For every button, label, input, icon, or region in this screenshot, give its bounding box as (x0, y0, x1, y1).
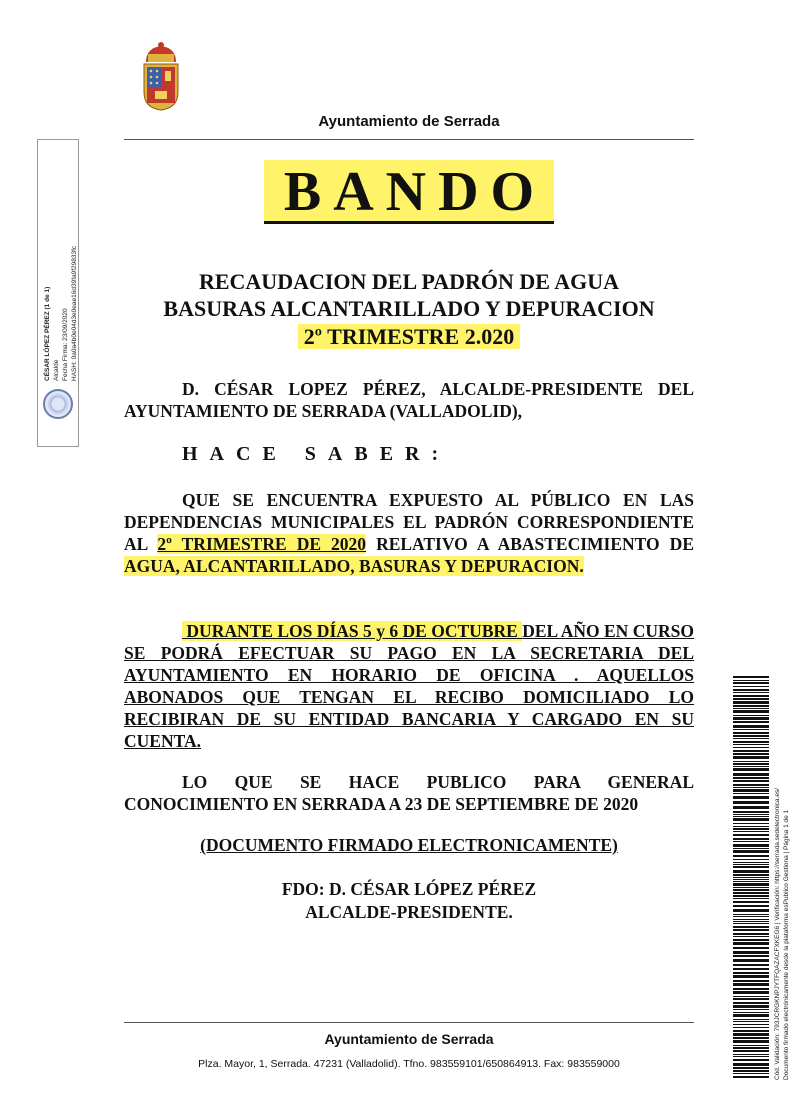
signature-block (124, 878, 694, 924)
barcode-bar (733, 801, 769, 804)
barcode-bar (733, 895, 769, 897)
barcode-bar (733, 1005, 769, 1008)
barcode-bar (733, 725, 769, 728)
barcode-bar (733, 909, 769, 912)
barcode-bar (733, 721, 769, 723)
barcode-bar (733, 996, 769, 997)
barcode-bar (733, 926, 769, 928)
barcode-bar (733, 889, 769, 891)
barcode-bar (733, 841, 769, 842)
signature-line-2: ALCALDE-PRESIDENTE. (305, 902, 513, 922)
barcode-bar (733, 883, 769, 886)
barcode-bar (733, 834, 769, 836)
barcode-bar (733, 942, 769, 945)
barcode-bar (733, 1027, 769, 1028)
barcode-bar (733, 923, 769, 924)
barcode-bar (733, 838, 769, 840)
barcode-bar (733, 848, 769, 849)
validation-line-1: Cód. Validación: 793JCRGKNPJYTFQAZACFXKEG6 | Verificación: https://serrada.sedelectronica.es/ (774, 787, 781, 1080)
barcode-bar (733, 919, 769, 920)
barcode-bar (733, 1067, 769, 1069)
barcode-bar (733, 744, 769, 745)
barcode-bar (733, 1047, 769, 1049)
signed-note: (DOCUMENTO FIRMADO ELECTRONICAMENTE) (200, 835, 618, 855)
barcode-bar (733, 887, 769, 888)
barcode-bar (733, 905, 769, 907)
paragraph-exposure (124, 489, 694, 577)
barcode-bar (733, 826, 769, 827)
signature-line-1: FDO: D. CÉSAR LÓPEZ PÉREZ (281, 879, 537, 899)
barcode-bar (733, 750, 769, 752)
subject-block (124, 268, 694, 350)
barcode-bar (733, 864, 769, 865)
barcode-bar (733, 756, 769, 759)
barcode-bar (733, 753, 769, 755)
barcode-bar (733, 831, 769, 832)
para2-text: DEL AÑO EN CURSO SE PODRÁ EFECTUAR SU PAGO EN LA SECRETARIA DEL AYUNTAMIENTO EN HORARIO DE OFICINA . AQUELLOS ABONADOS QUE TENGAN EL RECIBO DOMICILIADO LO RECIBIRAN DE SU ENTIDAD BANCARIA Y CARGADO EN SU CUENTA. (124, 621, 694, 751)
barcode-bar (733, 784, 769, 786)
barcode-bar (733, 811, 769, 813)
barcode-bar (733, 1021, 769, 1022)
barcode-bar (733, 682, 769, 684)
barcode-bar (733, 766, 769, 767)
barcode-bar (733, 844, 769, 847)
barcode-bar (733, 983, 769, 986)
barcode-bar (733, 898, 769, 899)
footer-divider (124, 1022, 694, 1023)
para1-services-highlight: AGUA, ALCANTARILLADO, BASURAS Y DEPURACION. (124, 556, 584, 576)
barcode-bar (733, 768, 769, 771)
barcode-bar (733, 1073, 769, 1074)
barcode-bar (733, 1059, 769, 1061)
intro-paragraph (124, 378, 694, 422)
barcode-bar (733, 874, 769, 876)
intro-text: D. CÉSAR LOPEZ PÉREZ, ALCALDE-PRESIDENTE DEL AYUNTAMIENTO DE SERRADA (VALLADOLID), (124, 379, 694, 421)
barcode-bar (733, 680, 769, 681)
paragraph-payment (124, 620, 694, 752)
barcode-bar (733, 732, 769, 734)
barcode-bar (733, 692, 769, 693)
barcode-bar (733, 823, 769, 824)
barcode-bar (733, 710, 769, 713)
validation-text (773, 680, 797, 1080)
barcode-bar (733, 939, 769, 941)
hace-saber-heading: HACE SABER: (182, 443, 451, 465)
subject-line-1: RECAUDACION DEL PADRÓN DE AGUA (198, 269, 620, 294)
barcode-bar (733, 789, 769, 792)
coat-of-arms-logo (138, 40, 184, 112)
barcode-bar (733, 991, 769, 994)
barcode-bar (733, 818, 769, 821)
barcode-bar (733, 998, 769, 1000)
barcode-bar (733, 763, 769, 765)
barcode-bar (733, 1033, 769, 1036)
signature-box-name: CÉSAR LÓPEZ PÉREZ (1 de 1) (44, 286, 51, 381)
barcode-bar (733, 1054, 769, 1055)
para1-text-c: RELATIVO A ABASTECIMIENTO DE (366, 534, 694, 554)
barcode-bar (733, 814, 769, 815)
footer-address: Plza. Mayor, 1, Serrada. 47231 (Valladolid). Tfno. 983559101/650864913. Fax: 983559000 (198, 1058, 620, 1070)
barcode-bar (733, 975, 769, 978)
barcode-bar (733, 1076, 769, 1078)
barcode-bar (733, 741, 769, 743)
barcode-bar (733, 947, 769, 949)
validation-line-2: Documento firmado electrónicamente desde la plataforma esPublico Gestiona | Página 1 de 1 (783, 809, 790, 1080)
barcode-bar (733, 676, 769, 678)
barcode-bar (733, 717, 769, 720)
barcode-bar (733, 881, 769, 882)
barcode-bar (733, 695, 769, 697)
barcode-bar (733, 806, 769, 809)
barcode-bar (733, 850, 769, 853)
barcode-bar (733, 879, 769, 880)
barcode-bar (733, 870, 769, 873)
barcode-bar (733, 877, 769, 878)
barcode-bar (733, 955, 769, 957)
barcode-bar (733, 1050, 769, 1052)
barcode-bar (733, 936, 769, 937)
subject-line-2: BASURAS ALCANTARILLADO Y DEPURACION (163, 296, 655, 321)
main-title: BANDO (264, 160, 554, 224)
barcode-bar (733, 1024, 769, 1025)
barcode-bar (733, 901, 769, 903)
barcode-bar (733, 735, 769, 737)
barcode-bar (733, 828, 769, 830)
barcode-bar (733, 761, 769, 762)
barcode-icon (733, 676, 769, 1078)
barcode-bar (733, 1012, 769, 1013)
barcode-bar (733, 1063, 769, 1066)
para1-quarter-highlight: 2º TRIMESTRE DE 2020 (157, 534, 367, 554)
paragraph-publication (124, 771, 694, 815)
barcode-bar (733, 1030, 769, 1032)
barcode-bar (733, 914, 769, 915)
barcode-bar (733, 701, 769, 704)
barcode-bar (733, 929, 769, 931)
barcode-bar (733, 708, 769, 709)
para1-text-a: QUE SE ENCUENTRA EXPUESTO AL PÚBLICO EN LAS DEPENDENCIAS MUNICIPALES EL PADRÓN CORRESPONDIENTE AL (124, 490, 694, 554)
barcode-bar (733, 773, 769, 776)
barcode-bar (733, 777, 769, 779)
seal-icon (43, 389, 73, 419)
barcode-bar (733, 780, 769, 782)
barcode-bar (733, 916, 769, 917)
barcode-bar (733, 698, 769, 700)
barcode-bar (733, 816, 769, 817)
barcode-bar (733, 855, 769, 857)
barcode-bar (733, 1045, 769, 1046)
barcode-bar (733, 972, 769, 974)
barcode-bar (733, 747, 769, 748)
barcode-bar (733, 787, 769, 788)
signature-box-role: Alcalde (53, 359, 60, 381)
signature-box-hash: HASH: 0a0a4b0e04d3e0eae16d39fa9f29833fc (71, 245, 78, 381)
subject-line-3: 2º TRIMESTRE 2.020 (298, 324, 520, 349)
barcode-bar (733, 705, 769, 707)
barcode-bar (733, 1002, 769, 1004)
barcode-bar (733, 1009, 769, 1010)
barcode-bar (733, 729, 769, 730)
barcode-bar (733, 968, 769, 970)
barcode-bar (733, 988, 769, 990)
barcode-bar (733, 862, 769, 863)
barcode-bar (733, 1040, 769, 1043)
barcode-bar (733, 1056, 769, 1057)
para3-text: LO QUE SE HACE PUBLICO PARA GENERAL CONOCIMIENTO EN SERRADA A 23 DE SEPTIEMBRE DE 2020 (124, 772, 694, 814)
barcode-bar (733, 892, 769, 894)
para2-dates-highlight: DURANTE LOS DÍAS 5 y 6 DE OCTUBRE (182, 621, 523, 641)
barcode-bar (733, 921, 769, 922)
barcode-bar (733, 866, 769, 868)
barcode-bar (733, 686, 769, 687)
barcode-bar (733, 1014, 769, 1017)
header-title: Ayuntamiento de Serrada (318, 113, 500, 130)
barcode-bar (733, 715, 769, 716)
barcode-bar (733, 933, 769, 935)
barcode-bar (733, 959, 769, 962)
barcode-bar (733, 1037, 769, 1039)
barcode-bar (733, 964, 769, 966)
signature-box-date: Fecha Firma: 23/09/2020 (62, 308, 69, 381)
barcode-bar (733, 980, 769, 982)
barcode-bar (733, 738, 769, 739)
footer-title: Ayuntamiento de Serrada (324, 1031, 494, 1047)
barcode-bar (733, 689, 769, 691)
barcode-bar (733, 796, 769, 799)
header-divider (124, 139, 694, 140)
barcode-bar (733, 1070, 769, 1072)
barcode-bar (733, 859, 769, 860)
barcode-bar (733, 951, 769, 954)
barcode-bar (733, 793, 769, 794)
barcode-bar (733, 1019, 769, 1020)
